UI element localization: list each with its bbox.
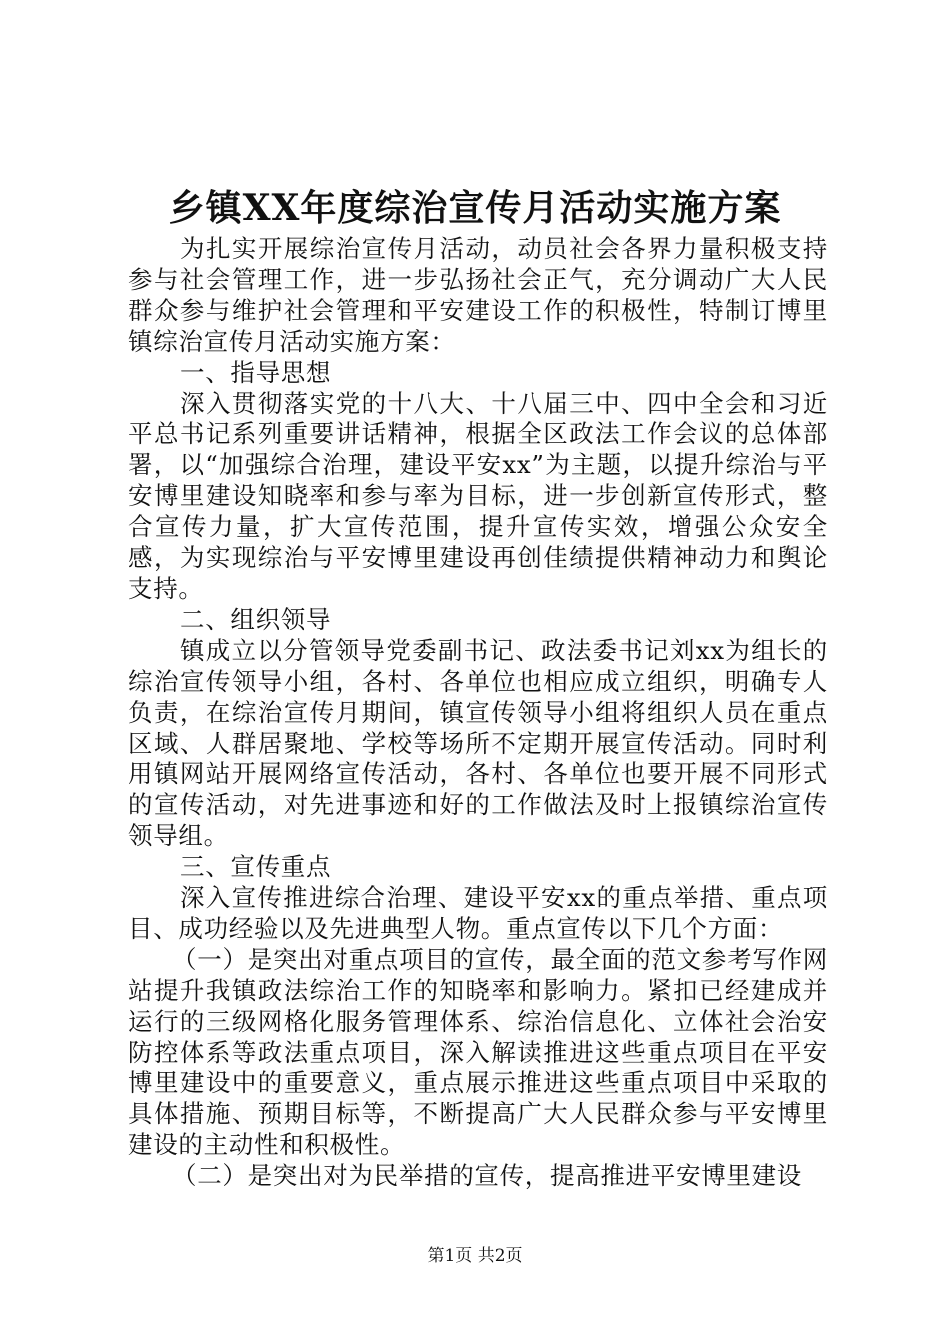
section-heading-publicity-focus: 三、宣传重点 xyxy=(180,852,332,882)
section-paragraph-organization: 镇成立以分管领导党委副书记、政法委书记刘xx为组长的综治宣传领导小组，各村、各单位也相应成立组织，明确专人负责，在综治宣传月期间，镇宣传领导小组将组织人员在重点区域、人群居聚地、学校等场所不定期开展宣传活动。同时利用镇网站开展网络宣传活动，各村、各单位也要开展不同形式的宣传活动，对先进事迹和好的工作做法及时上报镇综治宣传领导组。 xyxy=(128,635,828,851)
section-paragraph-guiding-ideology: 深入贯彻落实党的十八大、十八届三中、四中全会和习近平总书记系列重要讲话精神，根据全区政法工作会议的总体部署，以“加强综合治理，建设平安xx”为主题，以提升综治与平安博里建设知晓率和参与率为目标，进一步创新宣传形式，整合宣传力量，扩大宣传范围，提升宣传实效，增强公众安全感，为实现综治与平安博里建设再创佳绩提供精神动力和舆论支持。 xyxy=(128,388,828,603)
list-item-public-measures: （二）是突出对为民举措的宣传，提高推进平安博里建设 xyxy=(172,1161,802,1191)
section-heading-organization: 二、组织领导 xyxy=(180,604,332,634)
section-paragraph-publicity-focus: 深入宣传推进综合治理、建设平安xx的重点举措、重点项目、成功经验以及先进典型人物。重点宣传以下几个方面： xyxy=(128,883,828,943)
document-body xyxy=(128,234,828,1192)
section-heading-guiding-ideology: 一、指导思想 xyxy=(180,357,332,387)
page-number: 第1页 共2页 xyxy=(427,1246,523,1266)
document-title: 乡镇XX年度综治宣传月活动实施方案 xyxy=(168,187,782,229)
list-item-key-projects: （一）是突出对重点项目的宣传，最全面的范文参考写作网站提升我镇政法综治工作的知晓率和影响力。紧扣已经建成并运行的三级网格化服务管理体系、综治信息化、立体社会治安防控体系等政法重点项目，深入解读推进这些重点项目在平安博里建设中的重要意义，重点展示推进这些重点项目中采取的具体措施、预期目标等，不断提高广大人民群众参与平安博里建设的主动性和积极性。 xyxy=(128,944,828,1160)
intro-paragraph: 为扎实开展综治宣传月活动，动员社会各界力量积极支持参与社会管理工作，进一步弘扬社会正气，充分调动广大人民群众参与维护社会管理和平安建设工作的积极性，特制订博里镇综治宣传月活动实施方案： xyxy=(128,234,828,356)
